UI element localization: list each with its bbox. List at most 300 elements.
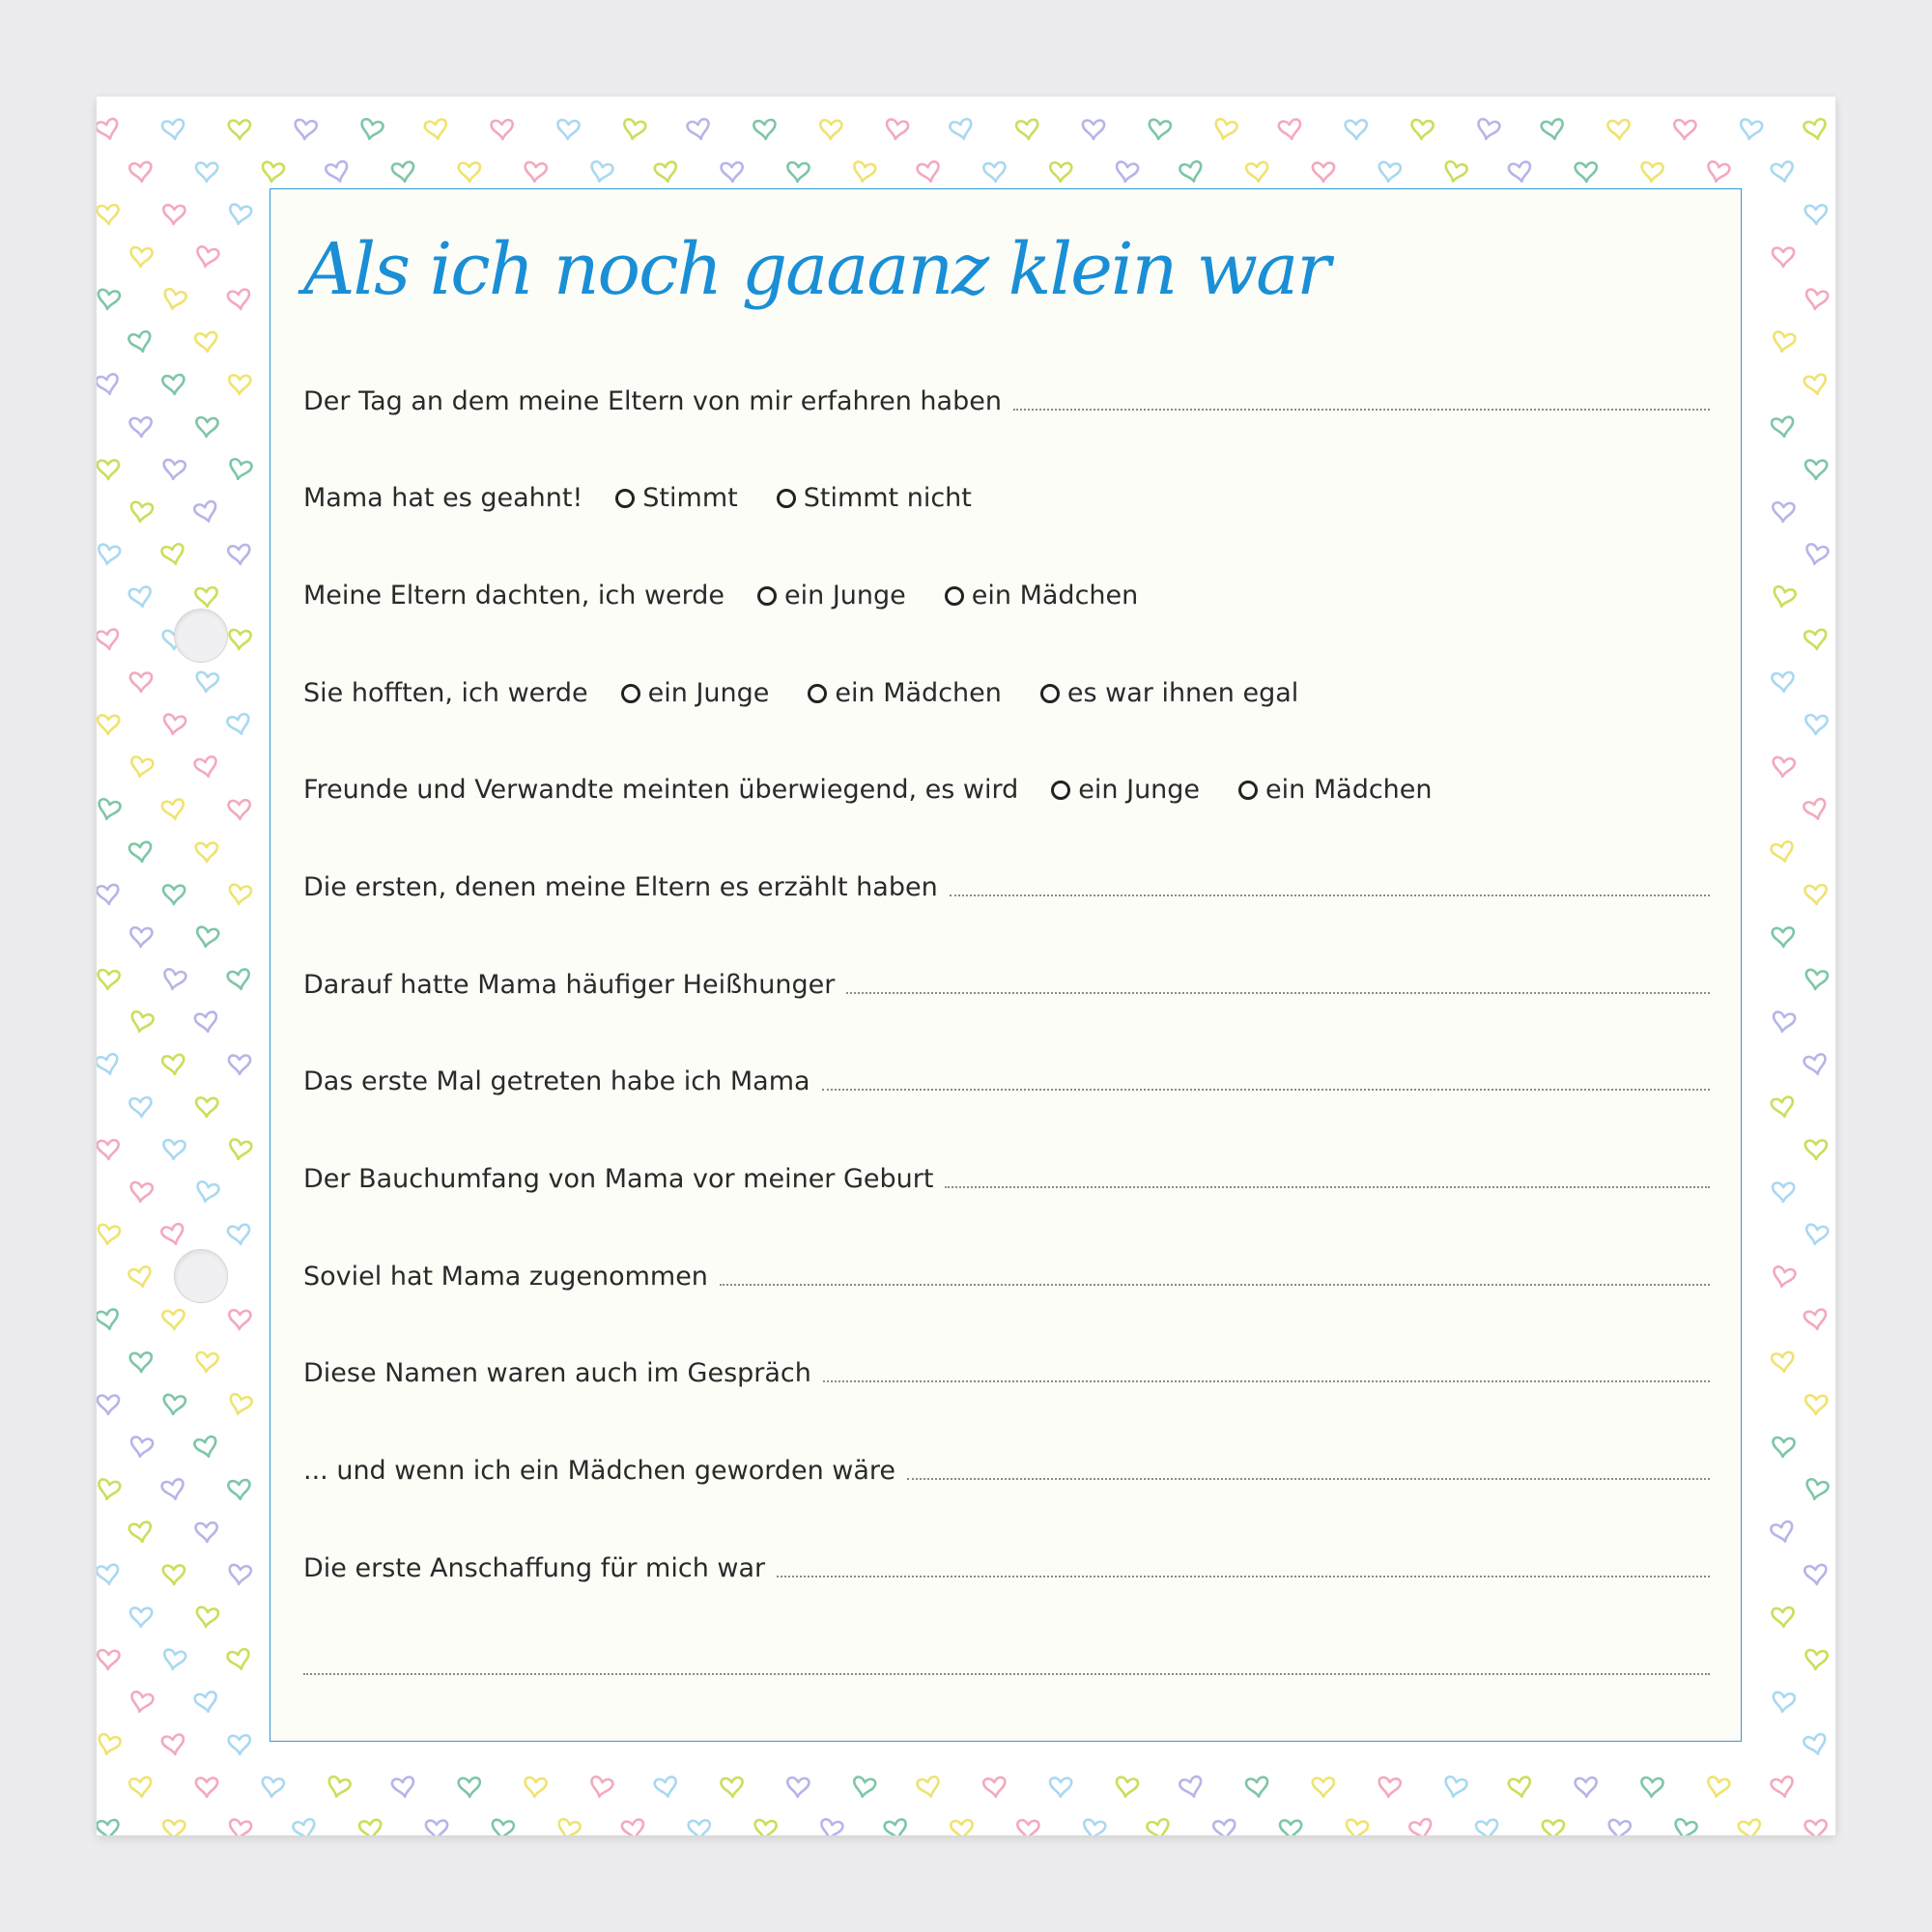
- heart-icon: [195, 417, 217, 438]
- heart-icon: [1607, 120, 1630, 140]
- option-label: Stimmt: [642, 483, 738, 513]
- heart-icon: [228, 544, 251, 565]
- heart-icon: [654, 161, 678, 184]
- heart-icon: [1772, 1607, 1794, 1628]
- heart-icon: [1772, 672, 1795, 693]
- heart-icon: [524, 1777, 547, 1798]
- heart-icon: [1804, 969, 1828, 990]
- album-page: [97, 97, 1835, 1835]
- heart-icon: [196, 842, 218, 862]
- heart-icon: [1640, 162, 1663, 183]
- heart-icon: [1213, 1819, 1236, 1835]
- heart-icon: [1543, 1820, 1565, 1835]
- heart-icon: [97, 1820, 120, 1835]
- heart-icon: [1278, 119, 1302, 141]
- option-label: Stimmt nicht: [803, 483, 972, 513]
- heart-icon: [1475, 1819, 1499, 1835]
- heart-icon: [161, 119, 185, 140]
- heart-icon: [983, 162, 1007, 183]
- heart-icon: [97, 1564, 120, 1585]
- heart-icon: [1345, 1819, 1369, 1835]
- heart-icon: [555, 1818, 581, 1835]
- heart-icon: [128, 586, 153, 609]
- heart-icon: [1771, 1776, 1796, 1800]
- heart-icon: [128, 1010, 154, 1034]
- heart-icon: [128, 1521, 153, 1544]
- form-panel: [270, 188, 1742, 1742]
- heart-icon: [1541, 119, 1565, 141]
- heart-icon: [161, 969, 186, 992]
- heart-icon: [128, 841, 153, 863]
- heart-icon: [228, 1564, 251, 1585]
- heart-icon: [753, 120, 777, 140]
- heart-icon: [195, 671, 218, 693]
- heart-icon: [129, 417, 152, 438]
- heart-icon: [1016, 119, 1039, 140]
- heart-icon: [193, 500, 218, 525]
- option-checkbox[interactable]: [945, 581, 1138, 611]
- heart-icon: [1508, 161, 1532, 184]
- heart-icon: [128, 1265, 154, 1289]
- heart-icon: [622, 119, 646, 141]
- heart-icon: [1640, 1777, 1662, 1798]
- heart-icon: [1803, 798, 1828, 822]
- form-row: [303, 378, 1710, 416]
- dotted-answer-line[interactable]: [1013, 408, 1710, 411]
- question-label: Mama hat es geahnt!: [303, 483, 583, 513]
- dotted-answer-line[interactable]: [822, 1088, 1710, 1091]
- heart-icon: [1805, 460, 1828, 479]
- heart-icon: [97, 118, 121, 142]
- heart-icon: [1410, 120, 1434, 140]
- heart-icon: [129, 1181, 153, 1203]
- heart-icon: [195, 331, 218, 353]
- heart-icon: [228, 884, 252, 905]
- form-row: [303, 1058, 1710, 1096]
- heart-icon: [98, 1396, 119, 1414]
- option-label: es war ihnen egal: [1066, 678, 1299, 708]
- option-label: ein Mädchen: [835, 678, 1002, 708]
- heart-icon: [1773, 927, 1795, 947]
- question-label: Diese Namen waren auch im Gespräch: [303, 1358, 811, 1388]
- heart-icon: [193, 1435, 218, 1459]
- heart-icon: [621, 1819, 645, 1835]
- form-row: [303, 766, 1710, 805]
- heart-icon: [1378, 161, 1401, 183]
- heart-icon: [229, 1735, 251, 1754]
- heart-icon: [292, 1818, 317, 1835]
- heart-icon: [424, 119, 448, 141]
- heart-icon: [229, 1056, 250, 1074]
- heart-icon: [524, 161, 547, 183]
- heart-icon: [226, 713, 251, 736]
- heart-icon: [326, 1776, 351, 1799]
- dotted-answer-line[interactable]: [907, 1477, 1710, 1480]
- heart-icon: [227, 969, 251, 991]
- heart-icon: [161, 288, 186, 311]
- heart-icon: [1771, 840, 1796, 864]
- question-label: ... und wenn ich ein Mädchen geworden wäre: [303, 1456, 896, 1486]
- heart-icon: [1607, 1819, 1631, 1835]
- heart-icon: [391, 161, 415, 183]
- heart-icon: [1147, 1818, 1172, 1835]
- heart-icon: [1442, 160, 1467, 184]
- heart-icon: [162, 714, 186, 736]
- heart-icon: [1805, 1140, 1828, 1159]
- heart-icon: [227, 1224, 251, 1245]
- form-row: [303, 1253, 1710, 1292]
- heart-icon: [1804, 544, 1829, 567]
- circle-checkbox-icon[interactable]: [808, 684, 827, 703]
- heart-icon: [228, 1480, 251, 1500]
- heart-icon: [884, 1819, 908, 1835]
- heart-icon: [1804, 885, 1827, 905]
- heart-icon: [818, 1819, 843, 1835]
- heart-icon: [1772, 1011, 1796, 1034]
- heart-icon: [228, 1139, 252, 1161]
- heart-icon: [852, 1776, 876, 1799]
- heart-icon: [1804, 118, 1829, 141]
- dotted-answer-line[interactable]: [846, 991, 1710, 994]
- option-label: ein Junge: [647, 678, 770, 708]
- heart-icon: [129, 501, 154, 523]
- option-label: ein Junge: [1078, 775, 1201, 805]
- option-checkbox[interactable]: [757, 581, 906, 611]
- heart-icon: [129, 1776, 153, 1798]
- heart-icon: [162, 459, 185, 480]
- heart-icon: [491, 120, 513, 140]
- heart-icon: [161, 1734, 185, 1756]
- heart-icon: [1115, 1776, 1139, 1798]
- dotted-answer-line[interactable]: [777, 1575, 1710, 1577]
- heart-icon: [194, 1180, 219, 1204]
- heart-icon: [1408, 1818, 1434, 1835]
- form-row: [303, 1642, 1710, 1681]
- heart-icon: [1179, 1776, 1204, 1800]
- heart-icon: [194, 1011, 218, 1034]
- heart-icon: [885, 119, 909, 141]
- heart-icon: [1378, 1776, 1401, 1798]
- heart-icon: [1245, 1776, 1269, 1798]
- heart-icon: [917, 161, 942, 185]
- option-checkbox[interactable]: [1040, 678, 1298, 708]
- heart-icon: [654, 1776, 678, 1799]
- heart-icon: [129, 1097, 153, 1118]
- heart-icon: [1770, 1520, 1795, 1545]
- heart-icon: [162, 1310, 185, 1330]
- question-label: Sie hofften, ich werde: [303, 678, 588, 708]
- heart-icon: [1674, 120, 1696, 140]
- heart-icon: [1576, 162, 1598, 182]
- heart-icon: [227, 458, 252, 481]
- heart-icon: [1508, 1776, 1532, 1799]
- heart-icon: [1772, 1691, 1795, 1713]
- heart-icon: [1803, 1733, 1828, 1756]
- heart-icon: [162, 375, 185, 395]
- heart-icon: [97, 1140, 119, 1160]
- circle-checkbox-icon[interactable]: [777, 489, 796, 508]
- heart-icon: [459, 162, 481, 182]
- heart-icon: [951, 1820, 973, 1835]
- heart-icon: [227, 1393, 252, 1416]
- heart-icon: [97, 544, 121, 566]
- heart-icon: [1442, 1776, 1467, 1799]
- question-label: Der Bauchumfang von Mama vor meiner Geburt: [303, 1164, 934, 1194]
- heart-icon: [130, 1352, 153, 1372]
- option-checkbox[interactable]: [777, 483, 972, 513]
- heart-icon: [359, 1819, 383, 1835]
- heart-icon: [1804, 1054, 1829, 1077]
- heart-icon: [160, 1223, 185, 1247]
- heart-icon: [1050, 1777, 1072, 1797]
- heart-icon: [1804, 629, 1828, 650]
- heart-icon: [721, 162, 743, 183]
- heart-icon: [1804, 289, 1829, 311]
- heart-icon: [129, 247, 153, 268]
- heart-icon: [1082, 1819, 1106, 1835]
- heart-icon: [196, 162, 218, 182]
- heart-icon: [97, 205, 119, 225]
- question-label: Das erste Mal getreten habe ich Mama: [303, 1066, 810, 1096]
- heart-icon: [128, 1691, 154, 1715]
- heart-icon: [1771, 585, 1796, 609]
- heart-icon: [1705, 161, 1730, 185]
- dotted-answer-line[interactable]: [303, 1672, 1710, 1675]
- option-checkbox[interactable]: [621, 678, 770, 708]
- heart-icon: [1804, 374, 1828, 396]
- heart-icon: [128, 330, 153, 354]
- heart-icon: [161, 1479, 186, 1502]
- heart-icon: [130, 673, 152, 692]
- circle-checkbox-icon[interactable]: [757, 586, 777, 606]
- heart-icon: [1771, 416, 1795, 438]
- question-label: Die ersten, denen meine Eltern es erzählt haben: [303, 872, 938, 902]
- heart-icon: [195, 1352, 218, 1373]
- heart-icon: [97, 970, 120, 990]
- heart-icon: [162, 1054, 185, 1075]
- heart-icon: [1475, 119, 1500, 142]
- heart-icon: [753, 1820, 777, 1835]
- heart-icon: [325, 160, 350, 185]
- heart-icon: [1771, 1266, 1796, 1290]
- heart-icon: [261, 161, 285, 183]
- heart-icon: [1772, 1351, 1795, 1373]
- dotted-answer-line[interactable]: [945, 1185, 1710, 1188]
- heart-icon: [98, 715, 120, 734]
- heart-icon: [1804, 1650, 1828, 1670]
- heart-icon: [1772, 756, 1795, 778]
- heart-icon: [983, 1776, 1007, 1798]
- heart-icon: [787, 1777, 810, 1798]
- heart-icon: [97, 1479, 121, 1501]
- heart-icon: [1771, 1096, 1795, 1119]
- heart-icon: [229, 375, 251, 394]
- option-label: ein Junge: [784, 581, 906, 611]
- heart-icon: [1805, 1395, 1828, 1414]
- heart-icon: [1346, 120, 1368, 139]
- heart-icon: [1148, 119, 1171, 140]
- heart-icon: [294, 119, 317, 140]
- circle-checkbox-icon[interactable]: [1051, 781, 1070, 800]
- heart-icon: [687, 119, 712, 142]
- question-label: Die erste Anschaffung für mich war: [303, 1553, 766, 1583]
- heart-icon: [1804, 1309, 1828, 1331]
- heart-icon: [195, 1522, 217, 1543]
- heart-icon: [196, 1097, 218, 1117]
- heart-icon: [98, 460, 120, 479]
- option-label: ein Mädchen: [971, 581, 1139, 611]
- heart-icon: [1773, 1182, 1795, 1202]
- heart-icon: [161, 543, 186, 566]
- heart-icon: [1804, 1224, 1829, 1246]
- binder-hole-bottom: [174, 1249, 228, 1303]
- heart-icon: [1115, 161, 1139, 184]
- page-title: Als ich noch gaaanz klein war: [303, 228, 1329, 311]
- heart-icon: [1672, 1818, 1697, 1835]
- heart-icon: [1246, 161, 1269, 183]
- heart-icon: [588, 1776, 613, 1800]
- heart-icon: [129, 161, 153, 183]
- heart-icon: [98, 1650, 120, 1670]
- option-checkbox[interactable]: [808, 678, 1001, 708]
- form-row: [303, 1350, 1710, 1388]
- heart-icon: [391, 1776, 415, 1799]
- heart-icon: [1773, 502, 1795, 523]
- heart-icon: [162, 1140, 185, 1160]
- heart-icon: [358, 118, 384, 141]
- heart-icon: [1804, 1564, 1828, 1585]
- heart-icon: [196, 1778, 217, 1797]
- heart-icon: [1179, 160, 1204, 184]
- dotted-answer-line[interactable]: [823, 1379, 1710, 1382]
- heart-icon: [1773, 248, 1794, 267]
- option-label: ein Mädchen: [1265, 775, 1433, 805]
- heart-icon: [1212, 118, 1237, 141]
- heart-icon: [228, 800, 250, 820]
- option-checkbox[interactable]: [1238, 775, 1432, 805]
- heart-icon: [1313, 163, 1334, 182]
- heart-icon: [97, 1309, 120, 1331]
- heart-icon: [721, 1777, 743, 1798]
- option-checkbox[interactable]: [615, 483, 737, 513]
- form-row: [303, 1545, 1710, 1583]
- heart-icon: [162, 1394, 185, 1415]
- heart-icon: [162, 1649, 186, 1671]
- heart-icon: [1738, 1819, 1762, 1835]
- heart-icon: [97, 1053, 121, 1076]
- heart-icon: [195, 1606, 219, 1628]
- form-row: [303, 1447, 1710, 1486]
- heart-icon: [228, 630, 251, 650]
- heart-icon: [1575, 1777, 1597, 1798]
- circle-checkbox-icon[interactable]: [1040, 684, 1060, 703]
- form-row: [303, 864, 1710, 902]
- heart-icon: [97, 289, 120, 310]
- heart-icon: [229, 1310, 251, 1330]
- heart-icon: [228, 204, 252, 226]
- form-row: [303, 669, 1710, 708]
- heart-icon: [1805, 205, 1828, 224]
- heart-icon: [194, 756, 219, 780]
- question-label: Darauf hatte Mama häufiger Heißhunger: [303, 970, 836, 1000]
- heart-icon: [97, 374, 121, 397]
- heart-icon: [1771, 161, 1795, 184]
- heart-icon: [163, 1820, 185, 1835]
- circle-checkbox-icon[interactable]: [945, 586, 964, 606]
- heart-icon: [1017, 1820, 1039, 1835]
- heart-icon: [689, 1820, 711, 1835]
- heart-icon: [917, 1776, 942, 1799]
- heart-icon: [97, 629, 120, 651]
- heart-icon: [786, 162, 809, 183]
- circle-checkbox-icon[interactable]: [621, 684, 640, 703]
- heart-icon: [556, 120, 579, 140]
- form-row: [303, 1155, 1710, 1194]
- heart-icon: [227, 1648, 252, 1671]
- question-label: Soviel hat Mama zugenommen: [303, 1262, 708, 1292]
- heart-icon: [163, 1565, 185, 1584]
- heart-icon: [161, 799, 185, 821]
- heart-icon: [491, 1819, 514, 1835]
- heart-icon: [1083, 121, 1104, 139]
- heart-icon: [130, 927, 153, 948]
- heart-icon: [195, 926, 219, 949]
- heart-icon: [229, 120, 251, 139]
- heart-icon: [194, 1691, 218, 1714]
- heart-icon: [129, 756, 154, 779]
- heart-icon: [949, 118, 974, 141]
- heart-icon: [228, 1819, 252, 1835]
- heart-icon: [426, 1821, 447, 1835]
- heart-icon: [459, 1777, 481, 1797]
- heart-icon: [1706, 1776, 1730, 1799]
- heart-icon: [1772, 1437, 1794, 1458]
- question-label: Freunde und Verwandte meinten überwiegend, es wird: [303, 775, 1019, 805]
- heart-icon: [195, 587, 217, 608]
- form-row: [303, 961, 1710, 1000]
- question-label: Meine Eltern dachten, ich werde: [303, 581, 725, 611]
- dotted-answer-line[interactable]: [950, 894, 1710, 896]
- heart-icon: [261, 1776, 284, 1798]
- heart-icon: [227, 289, 251, 311]
- heart-icon: [97, 1733, 122, 1756]
- form-row: [303, 572, 1710, 611]
- binder-hole-top: [174, 609, 228, 663]
- heart-icon: [130, 1607, 153, 1627]
- heart-icon: [820, 120, 842, 139]
- heart-icon: [194, 246, 219, 270]
- heart-icon: [97, 884, 120, 905]
- dotted-answer-line[interactable]: [720, 1283, 1710, 1286]
- heart-icon: [852, 161, 876, 184]
- heart-icon: [1280, 1820, 1302, 1835]
- heart-icon: [163, 885, 185, 904]
- heart-icon: [1050, 162, 1072, 182]
- circle-checkbox-icon[interactable]: [615, 489, 635, 508]
- heart-icon: [1804, 715, 1827, 735]
- heart-icon: [1739, 119, 1763, 141]
- option-checkbox[interactable]: [1051, 775, 1200, 805]
- heart-icon: [1313, 1777, 1335, 1797]
- heart-icon: [97, 1224, 121, 1245]
- heart-icon: [588, 160, 613, 184]
- circle-checkbox-icon[interactable]: [1238, 781, 1258, 800]
- heart-icon: [1804, 1820, 1827, 1835]
- question-label: Der Tag an dem meine Eltern von mir erfahren haben: [303, 386, 1002, 416]
- heart-icon: [97, 798, 121, 821]
- heart-icon: [129, 1436, 154, 1459]
- heart-icon: [1772, 331, 1796, 354]
